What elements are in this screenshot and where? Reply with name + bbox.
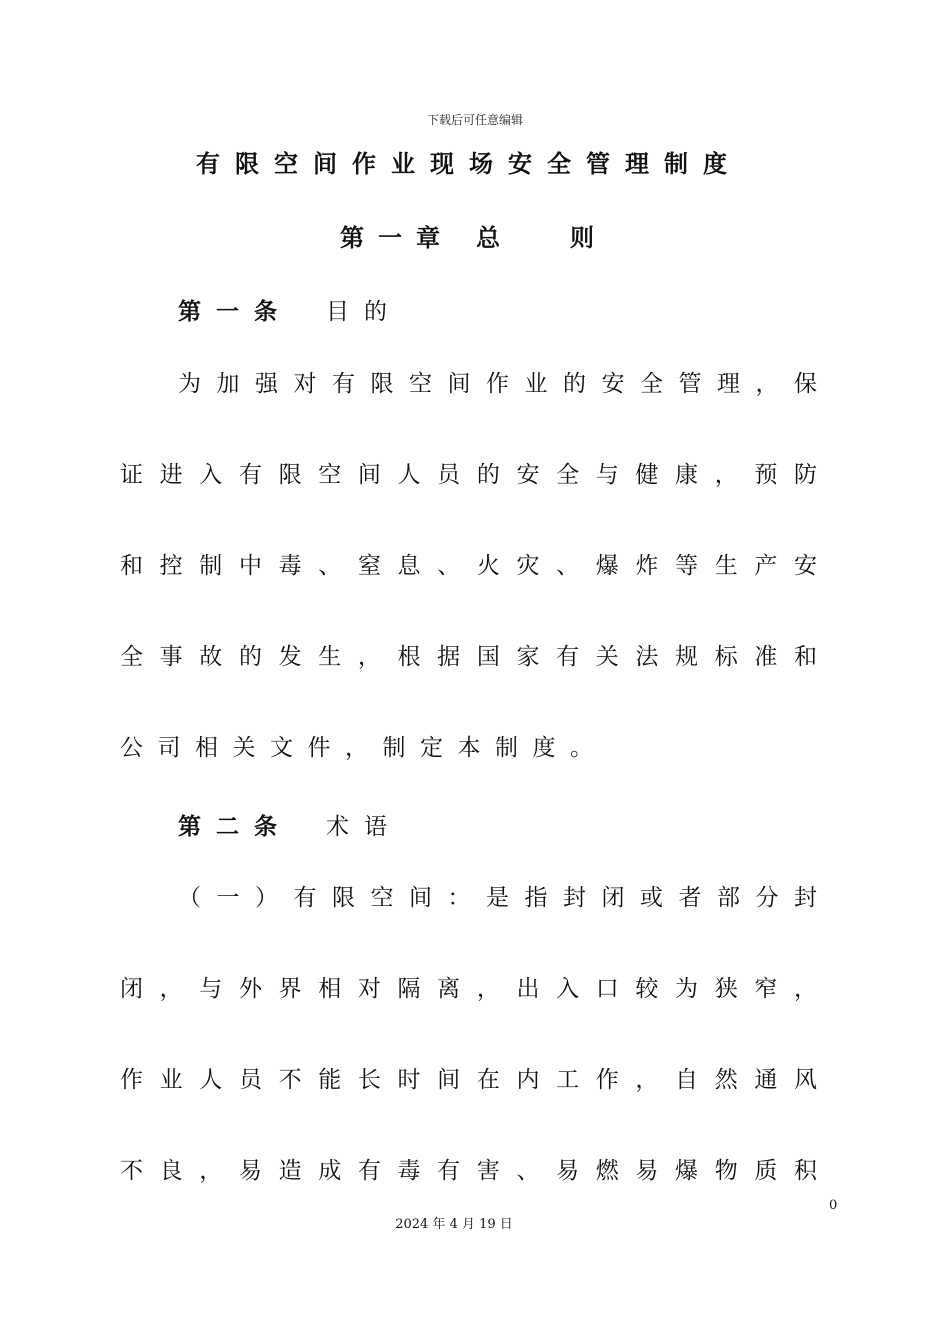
article-2-line: 闭，与外界相对隔离，出入口较为狭窄， [120,976,817,1002]
article-1-heading [178,293,402,326]
article-2-name: 术语 [326,814,402,840]
article-1-line: 和控制中毒、窒息、火灾、爆炸等生产安 [120,553,817,579]
article-1-line: 为加强对有限空间作业的安全管理，保 [178,371,817,397]
article-2-line: 不良，易造成有毒有害、易燃易爆物质积 [120,1158,817,1184]
chapter-number: 第一章 [340,224,454,252]
article-1-line: 证进入有限空间人员的安全与健康，预防 [120,462,817,488]
header-note: 下载后可任意编辑 [426,113,523,127]
article-2-number: 第二条 [178,814,292,840]
footer-date: 2024 年 4 月 19 日 [395,1217,513,1232]
page-number: 0 [829,1198,838,1213]
article-2-line: 作业人员不能长时间在内工作，自然通风 [120,1067,817,1093]
chapter-word-2: 则 [570,224,594,252]
article-2-heading [178,808,402,841]
article-1-line: 全事故的发生，根据国家有关法规标准和 [120,644,817,670]
article-1-line: 公司相关文件，制定本制度。 [120,735,608,761]
article-1-number: 第一条 [178,299,292,325]
article-2-line: （一）有限空间：是指封闭或者部分封 [178,885,817,911]
article-1-name: 目的 [326,299,402,325]
chapter-word-1: 总 [476,224,500,252]
document-title: 有限空间作业现场安全管理制度 [196,150,742,178]
